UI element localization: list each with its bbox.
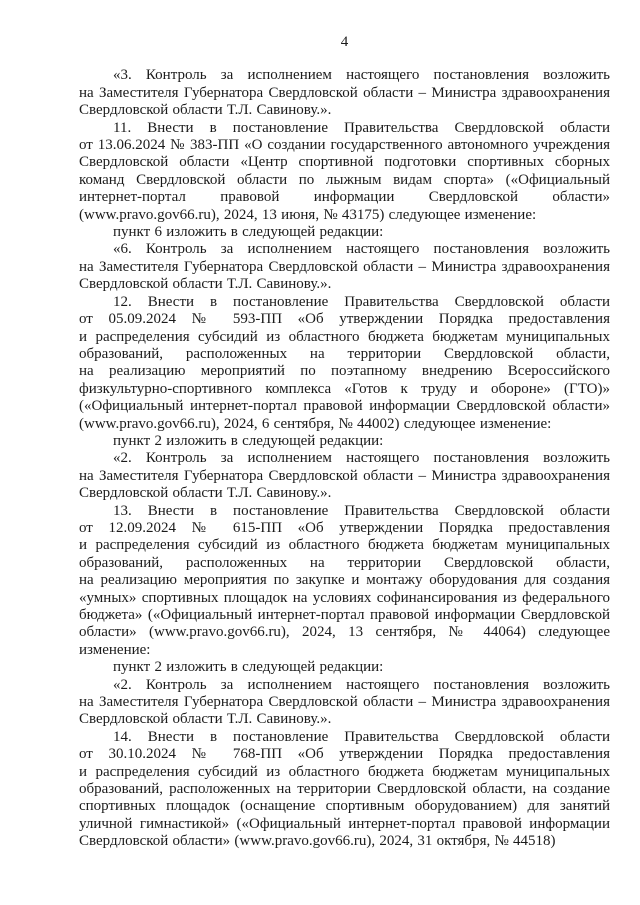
paragraph: пункт 6 изложить в следующей редакции: — [113, 224, 384, 241]
page-number: 4 — [340, 34, 349, 50]
paragraph: пункт 2 изложить в следующей редакции: — [113, 659, 384, 676]
paragraph: пункт 2 изложить в следующей редакции: — [113, 432, 384, 449]
paragraph: 13. Внести в постановление Правительства Свердловской области от 12.09.2024 № 615-ПП «Об утверждении Порядка предоставления и распределения субсидий из областного бюджета бюджетам муниципальных образований, расположенных на территории Свердловской области, на реализацию мероприятия по закупке и монтажу оборудования для создания «умных» спортивных площадок на условиях софинансирования из федерального бюджета» («Официальный интернет-портал правовой информации Свердловской области» (www.pravo.gov66.ru), 2024, 13 сентября, № 44064) следующее изменение: — [79, 502, 610, 658]
paragraph: «2. Контроль за исполнением настоящего постановления возложить на Заместителя Губернатора Свердловской области – Министра здравоохранения Свердловской области Т.Л. Савинову.». — [79, 676, 610, 728]
paragraph: «6. Контроль за исполнением настоящего постановления возложить на Заместителя Губернатора Свердловской области – Министра здравоохранения Свердловской области Т.Л. Савинову.». — [79, 241, 610, 293]
paragraph: 12. Внести в постановление Правительства Свердловской области от 05.09.2024 № 593-ПП «Об утверждении Порядка предоставления и распределения субсидий из областного бюджета бюджетам муниципальных образований, расположенных на территории Свердловской области, на реализацию мероприятий по поэтапному внедрению Всероссийского физкультурно-спортивного комплекса «Готов к труду и обороне» (ГТО)» («Официальный интернет-портал правовой информации Свердловской области» (www.pravo.gov66.ru), 2024, 6 сентября, № 44002) следующее изменение: — [79, 293, 610, 432]
paragraph: «3. Контроль за исполнением настоящего постановления возложить на Заместителя Губернатора Свердловской области – Министра здравоохранения Свердловской области Т.Л. Савинову.». — [79, 67, 610, 119]
paragraph: 14. Внести в постановление Правительства Свердловской области от 30.10.2024 № 768-ПП «Об утверждении Порядка предоставления и распределения субсидий из областного бюджета бюджетам муниципальных образований, расположенных на территории Свердловской области, на создание спортивных площадок (оснащение спортивным оборудованием) для занятий уличной гимнастикой» («Официальный интернет-портал правовой информации Свердловской области» (www.pravo.gov66.ru), 2024, 31 октября, № 44518) — [79, 728, 610, 850]
paragraph: 11. Внести в постановление Правительства Свердловской области от 13.06.2024 № 383-ПП «О создании государственного автономного учреждения Свердловской области «Центр спортивной подготовки спортивных сборных команд Свердловской области по лыжным видам спорта» («Официальный интернет-портал правовой информации Свердловской области» (www.pravo.gov66.ru), 2024, 13 июня, № 43175) следующее изменение: — [79, 119, 610, 223]
paragraph: «2. Контроль за исполнением настоящего постановления возложить на Заместителя Губернатора Свердловской области – Министра здравоохранения Свердловской области Т.Л. Савинову.». — [79, 450, 610, 502]
